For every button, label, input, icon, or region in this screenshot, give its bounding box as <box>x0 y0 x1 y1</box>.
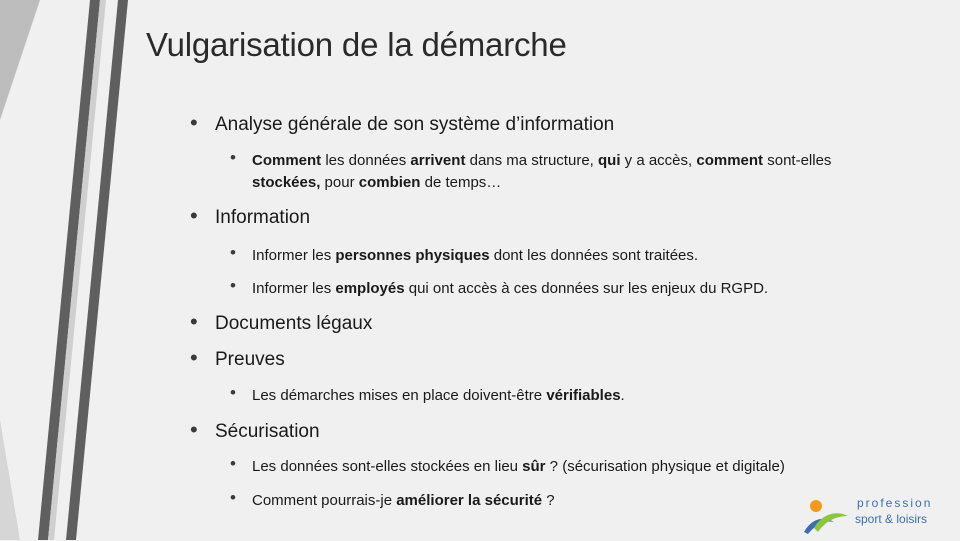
sub-bullet-text: Comment pourrais-je améliorer la sécurité ? <box>252 492 555 509</box>
bullet-icon: • <box>190 309 198 334</box>
decorative-stripes <box>0 0 130 540</box>
bullet-icon: • <box>230 148 236 167</box>
slide-title: Vulgarisation de la démarche <box>146 26 567 63</box>
bullet-icon: • <box>230 454 236 473</box>
logo-text-line1: profession <box>857 496 933 510</box>
bullet-text: Information <box>215 207 311 228</box>
sub-bullet-text: Informer les employés qui ont accès à ces données sur les enjeux du RGPD. <box>252 280 769 297</box>
stripe <box>0 0 40 120</box>
sub-bullet-text: Les démarches mises en place doivent-être vérifiables. <box>252 387 625 404</box>
logo-mark-icon <box>800 496 852 536</box>
bullet-icon: • <box>230 383 236 402</box>
bullet-icon: • <box>190 203 198 228</box>
bullet-text: Documents légaux <box>215 313 373 334</box>
sub-bullet-analyse <box>230 150 870 194</box>
sub-bullet-text: Comment les données arrivent dans ma structure, qui y a accès, comment sont-elles stockées, pour combien de temps… <box>252 152 832 191</box>
sub-bullet-text: Informer les personnes physiques dont les données sont traitées. <box>252 247 699 264</box>
bullet-icon: • <box>190 110 198 135</box>
sub-bullet-text: Les données sont-elles stockées en lieu sûr ? (sécurisation physique et digitale) <box>252 458 785 475</box>
stripe <box>0 420 20 540</box>
logo <box>800 496 950 536</box>
bullet-icon: • <box>230 243 236 262</box>
bullet-text: Preuves <box>215 349 285 370</box>
bullet-icon: • <box>190 345 198 370</box>
bullet-icon: • <box>190 417 198 442</box>
logo-text-line2: sport & loisirs <box>855 512 928 526</box>
bullet-text: Sécurisation <box>215 421 320 442</box>
bullet-icon: • <box>230 276 236 295</box>
bullet-text: Analyse générale de son système d’information <box>215 114 615 135</box>
bullet-icon: • <box>230 488 236 507</box>
stripe <box>38 0 100 540</box>
